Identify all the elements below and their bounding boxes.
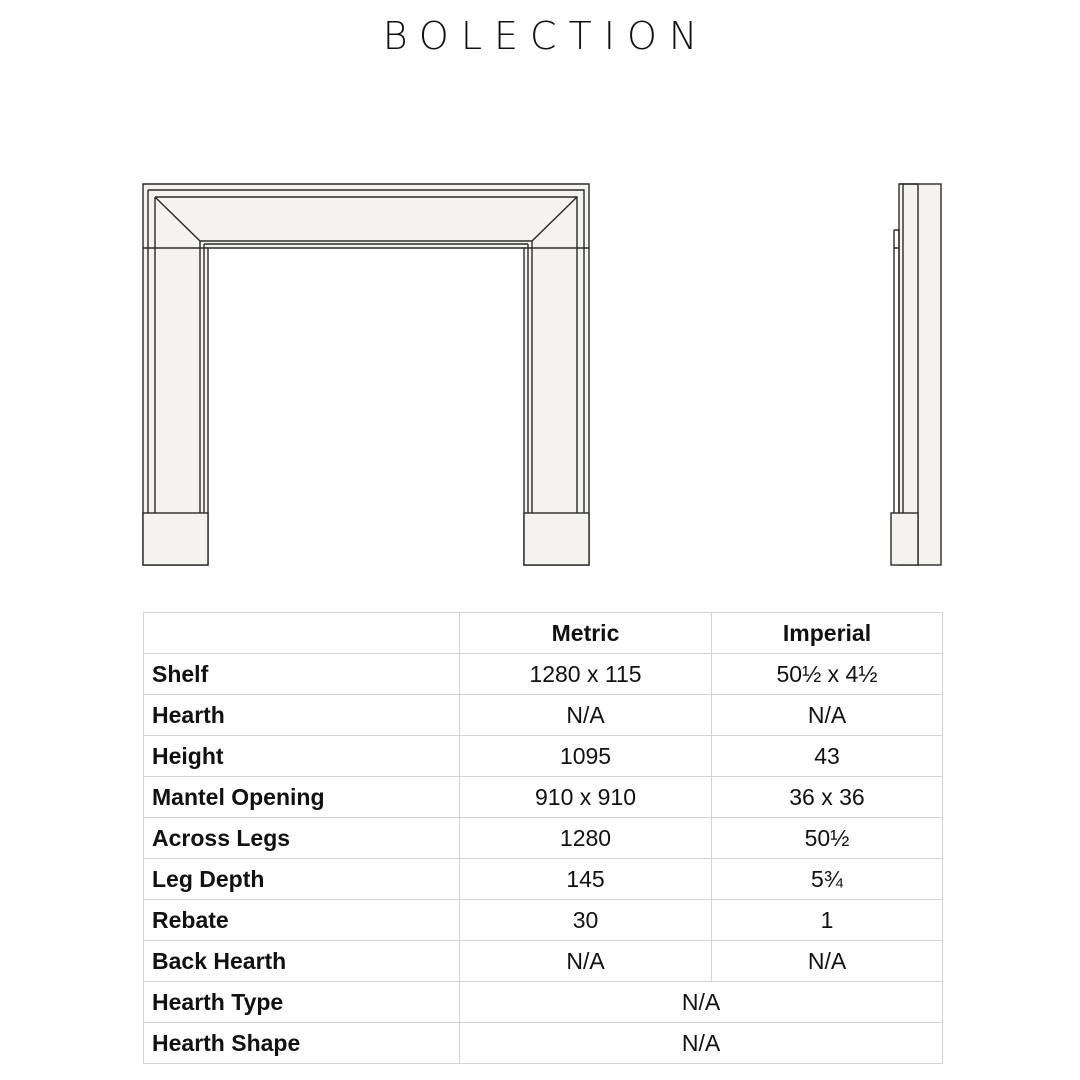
imperial-value: 50½ xyxy=(712,818,943,859)
metric-value: N/A xyxy=(460,695,712,736)
table-row xyxy=(144,777,943,818)
row-label: Shelf xyxy=(144,654,460,695)
table-row xyxy=(144,982,943,1023)
imperial-value: 36 x 36 xyxy=(712,777,943,818)
metric-value: 910 x 910 xyxy=(460,777,712,818)
table-row xyxy=(144,695,943,736)
fireplace-front-elevation xyxy=(143,184,589,565)
metric-value: 1280 x 115 xyxy=(460,654,712,695)
row-label: Height xyxy=(144,736,460,777)
table-row xyxy=(144,1023,943,1064)
row-label: Hearth Type xyxy=(144,982,460,1023)
table-row xyxy=(144,818,943,859)
metric-value: 145 xyxy=(460,859,712,900)
header-imperial: Imperial xyxy=(712,613,943,654)
table-row xyxy=(144,736,943,777)
row-label: Rebate xyxy=(144,900,460,941)
combined-value: N/A xyxy=(460,982,943,1023)
header-blank xyxy=(144,613,460,654)
metric-value: 1280 xyxy=(460,818,712,859)
row-label: Leg Depth xyxy=(144,859,460,900)
row-label: Hearth Shape xyxy=(144,1023,460,1064)
imperial-value: N/A xyxy=(712,695,943,736)
page-title: BOLECTION xyxy=(382,14,710,58)
table-header-row xyxy=(144,613,943,654)
table-row xyxy=(144,859,943,900)
row-label: Hearth xyxy=(144,695,460,736)
metric-value: N/A xyxy=(460,941,712,982)
metric-value: 1095 xyxy=(460,736,712,777)
table-row xyxy=(144,941,943,982)
row-label: Across Legs xyxy=(144,818,460,859)
table-row xyxy=(144,900,943,941)
header-metric: Metric xyxy=(460,613,712,654)
metric-value: 30 xyxy=(460,900,712,941)
imperial-value: N/A xyxy=(712,941,943,982)
row-label: Mantel Opening xyxy=(144,777,460,818)
table-row xyxy=(144,654,943,695)
imperial-value: 50½ x 4½ xyxy=(712,654,943,695)
specification-table xyxy=(143,612,943,1064)
imperial-value: 5¾ xyxy=(712,859,943,900)
fireplace-side-elevation xyxy=(891,184,941,565)
combined-value: N/A xyxy=(460,1023,943,1064)
imperial-value: 43 xyxy=(712,736,943,777)
imperial-value: 1 xyxy=(712,900,943,941)
row-label: Back Hearth xyxy=(144,941,460,982)
